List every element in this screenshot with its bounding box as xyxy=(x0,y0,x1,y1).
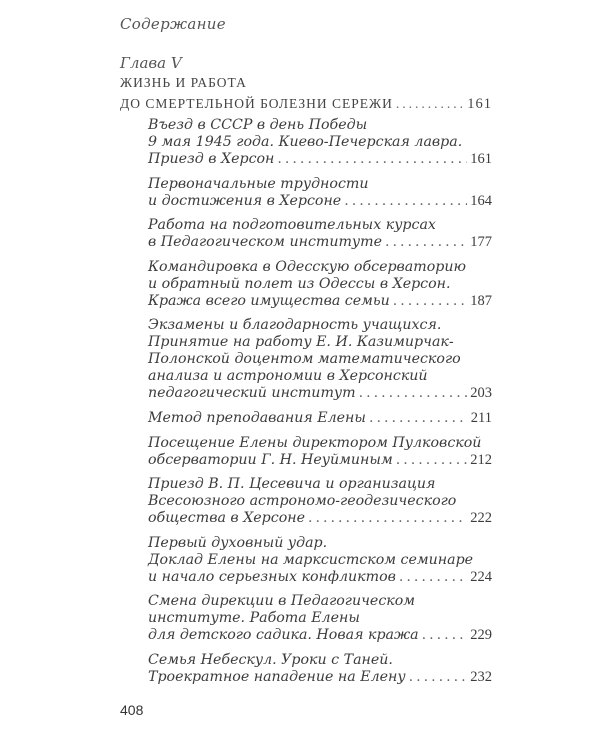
dot-leader xyxy=(393,293,467,310)
entry-page: 164 xyxy=(470,192,492,209)
toc-entry[interactable] xyxy=(148,410,492,427)
entry-line: Всесоюзного астрономо-геодезического xyxy=(148,493,457,510)
entry-line: Доклад Елены на марксистском семинаре xyxy=(148,551,474,568)
dot-leader xyxy=(369,410,468,427)
entry-page: 232 xyxy=(470,668,492,685)
entry-line: и начало серьезных конфликтов xyxy=(148,568,396,585)
entry-line: Полонской доцентом математического xyxy=(148,351,461,368)
entry-page: 224 xyxy=(470,568,492,585)
entry-page: 211 xyxy=(470,409,492,426)
entry-line: Приезд в Херсон xyxy=(148,151,275,167)
entry-line: для детского садика. Новая кража xyxy=(148,627,419,644)
entry-line: 9 мая 1945 года. Киево-Печерская лавра. xyxy=(148,134,463,150)
toc-entry[interactable] xyxy=(148,593,492,644)
entry-line: Въезд в СССР в день Победы xyxy=(148,117,368,133)
entry-line: Приезд В. П. Цесевича и организация xyxy=(148,476,436,493)
dot-leader xyxy=(399,569,467,586)
entry-last-line xyxy=(148,410,492,427)
toc-entry[interactable] xyxy=(148,317,492,402)
toc-entry[interactable] xyxy=(148,435,492,469)
toc-entry[interactable] xyxy=(148,535,492,586)
chapter-title-last-line xyxy=(120,93,492,115)
entry-line: Первоначальные трудности xyxy=(148,175,369,192)
entry-line: в Педагогическом институте xyxy=(148,234,383,251)
entry-last-line xyxy=(148,569,492,586)
toc-entry[interactable] xyxy=(148,259,492,310)
chapter-heading xyxy=(120,54,492,115)
dot-leader xyxy=(422,627,468,644)
dot-leader xyxy=(359,385,468,402)
entry-line: обсерватории Г. Н. Неуйминым xyxy=(148,451,393,468)
entry-last-line xyxy=(148,151,492,168)
dot-leader xyxy=(385,234,467,251)
page-number: 408 xyxy=(120,702,144,718)
entry-line: Метод преподавания Елены xyxy=(148,409,366,426)
dot-leader xyxy=(396,93,464,114)
chapter-page: 161 xyxy=(467,96,492,112)
entry-line: Работа на подготовительных курсах xyxy=(148,217,436,234)
chapter-title-text: ДО СМЕРТЕЛЬНОЙ БОЛЕЗНИ СЕРЕЖИ xyxy=(120,96,393,111)
entry-last-line xyxy=(148,293,492,310)
dot-leader xyxy=(396,452,468,469)
toc-entry[interactable] xyxy=(148,176,492,210)
chapter-label: Глава V xyxy=(120,54,182,72)
toc-entries xyxy=(148,117,492,694)
entry-page: 187 xyxy=(470,292,492,309)
entry-line: и достижения в Херсоне xyxy=(148,192,342,209)
toc-entry[interactable] xyxy=(148,217,492,251)
entry-last-line xyxy=(148,627,492,644)
toc-header: Содержание xyxy=(120,15,226,33)
entry-line: Первый духовный удар. xyxy=(148,534,328,551)
entry-page: 212 xyxy=(470,451,492,468)
entry-page: 161 xyxy=(470,151,492,167)
entry-line: Экзамены и благодарность учащихся. xyxy=(148,317,442,334)
entry-line: Троекратное нападение на Елену xyxy=(148,668,406,685)
entry-page: 229 xyxy=(470,627,492,644)
entry-line: анализа и астрономии в Херсонский xyxy=(148,368,428,385)
entry-line: педагогический институт xyxy=(148,385,356,402)
entry-line: Смена дирекции в Педагогическом xyxy=(148,593,416,610)
chapter-title-line: ЖИЗНЬ И РАБОТА xyxy=(120,75,247,90)
entry-last-line xyxy=(148,193,492,210)
entry-page: 222 xyxy=(470,510,492,527)
entry-last-line xyxy=(148,669,492,686)
dot-leader xyxy=(308,510,467,527)
entry-line: Семья Небескул. Уроки с Таней. xyxy=(148,651,393,668)
toc-entry[interactable] xyxy=(148,652,492,686)
entry-line: Посещение Елены директором Пулковской xyxy=(148,434,482,451)
entry-page: 177 xyxy=(470,234,492,251)
entry-last-line xyxy=(148,385,492,402)
entry-page: 203 xyxy=(470,385,492,402)
dot-leader xyxy=(409,669,468,686)
entry-line: институте. Работа Елены xyxy=(148,610,360,627)
entry-last-line xyxy=(148,510,492,527)
entry-line: общества в Херсоне xyxy=(148,510,305,527)
entry-line: Командировка в Одесскую обсерваторию xyxy=(148,258,466,275)
entry-last-line xyxy=(148,234,492,251)
entry-line: и обратный полет из Одессы в Херсон. xyxy=(148,275,451,292)
entry-line: Принятие на работу Е. И. Казимирчак- xyxy=(148,334,454,351)
entry-last-line xyxy=(148,452,492,469)
toc-entry[interactable] xyxy=(148,476,492,527)
entry-line: Кража всего имущества семьи xyxy=(148,292,390,309)
dot-leader xyxy=(277,151,467,168)
dot-leader xyxy=(344,193,467,210)
toc-entry[interactable] xyxy=(148,117,492,168)
